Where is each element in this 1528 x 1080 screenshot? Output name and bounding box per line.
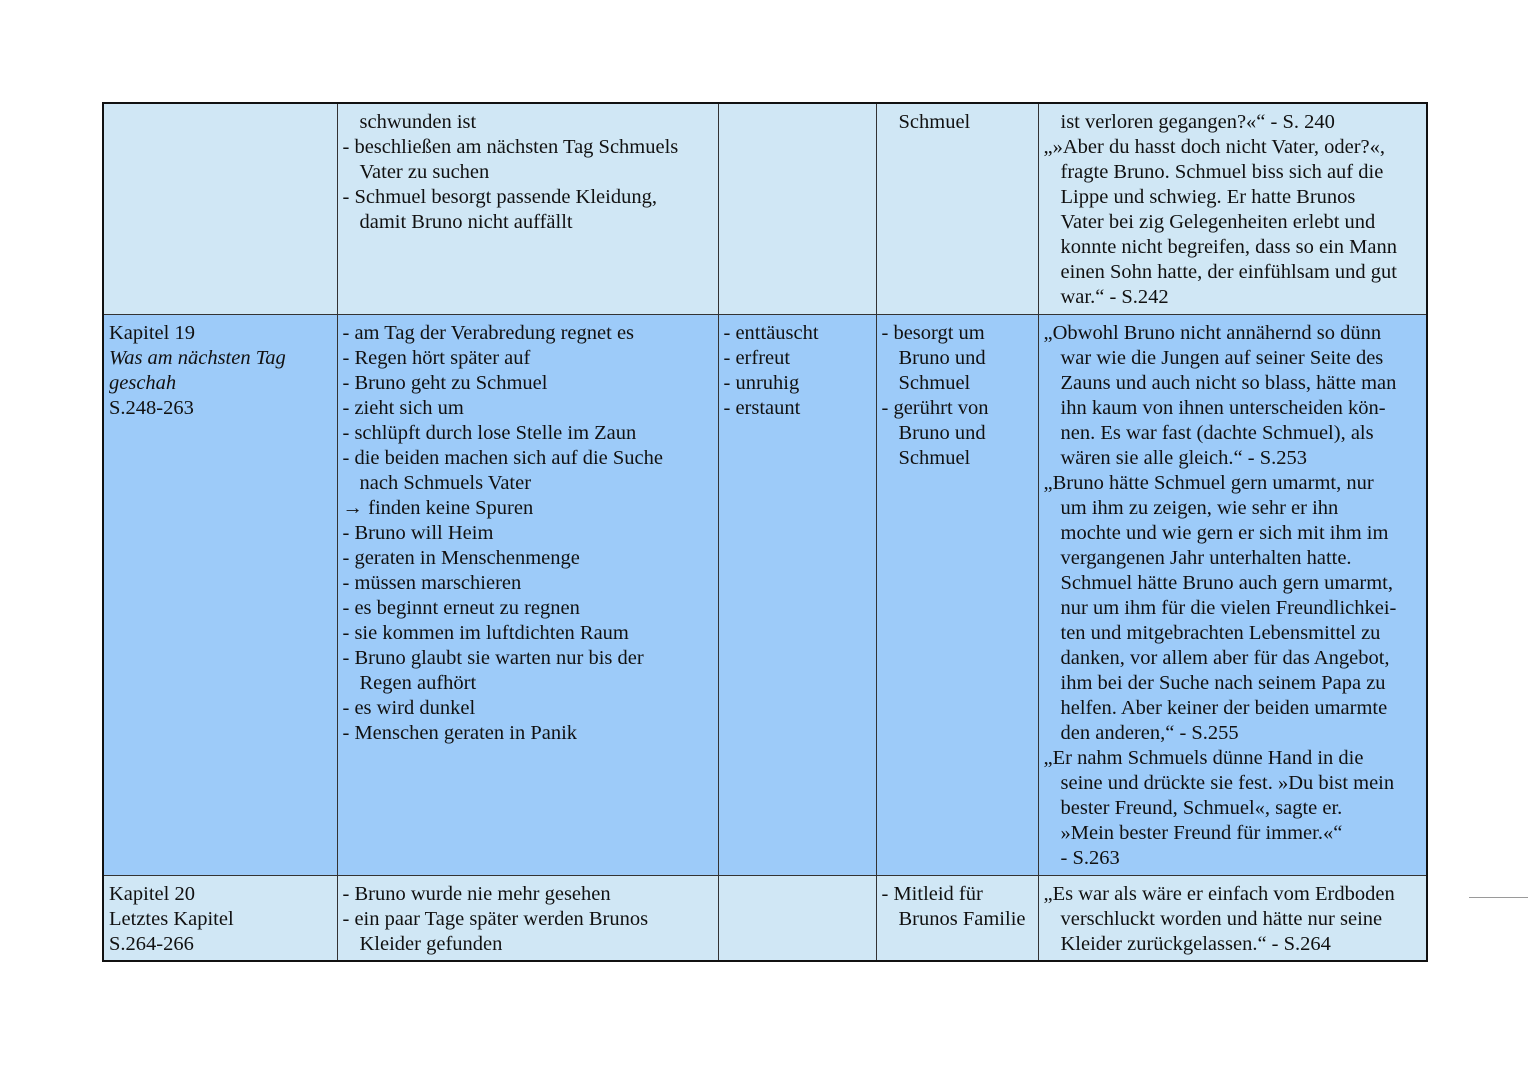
cell-text-line: helfen. Aber keiner der beiden umarmte [1060, 696, 1388, 719]
cell-text-line: Lippe und schwieg. Er hatte Brunos [1060, 186, 1356, 208]
cell-text-line: Bruno und [898, 421, 986, 444]
cell-events [337, 314, 718, 875]
cell-events [337, 875, 718, 961]
cell-text-line: fragte Bruno. Schmuel biss sich auf die [1060, 161, 1384, 183]
cell-text-line: Bruno und [898, 346, 986, 369]
cell-text-line: Schmuel [898, 371, 971, 394]
cell-text-line: S.248-263 [109, 396, 194, 419]
cell-text-line: - Bruno will Heim [342, 521, 494, 544]
cell-text-line: - Regen hört später auf [342, 346, 531, 369]
cell-text-line: nur um ihm für die vielen Freundlichkei- [1060, 596, 1397, 619]
cell-text-line: Regen aufhört [359, 671, 477, 694]
cell-text-line: ist verloren gegangen?«“ - S. 240 [1060, 111, 1335, 133]
cell-text-line: damit Bruno nicht auffällt [359, 211, 573, 233]
cell-text-line: Brunos Familie [898, 907, 1026, 930]
cell-feelings-schmuel [876, 103, 1038, 314]
cell-text-line: um ihm zu zeigen, wie sehr er ihn [1060, 496, 1339, 519]
margin-divider-line [1469, 897, 1528, 898]
cell-text-line: - beschließen am nächsten Tag Schmuels [342, 136, 679, 158]
cell-text-line: Schmuel [898, 111, 971, 133]
cell-text-line: danken, vor allem aber für das Angebot, [1060, 646, 1390, 669]
chapter-summary-table [102, 102, 1428, 962]
cell-text-line: - geraten in Menschenmenge [342, 546, 580, 569]
cell-text-line: wären sie alle gleich.“ - S.253 [1060, 446, 1307, 469]
cell-text-line: Zauns und auch nicht so blass, hätte man [1060, 371, 1397, 394]
table-row-chapter-20 [103, 875, 1427, 961]
cell-text-line: mochte und wie gern er sich mit ihm im [1060, 521, 1389, 544]
table-row-chapter-19 [103, 314, 1427, 875]
cell-text-line: Vater zu suchen [359, 161, 490, 183]
cell-text-line: verschluckt worden und hätte nur seine [1060, 907, 1383, 930]
cell-text-line: Kapitel 19 [109, 321, 195, 344]
cell-text-line: Vater bei zig Gelegenheiten erlebt und [1060, 211, 1376, 233]
cell-text-line: - unruhig [723, 371, 800, 394]
cell-text-line: - müssen marschieren [342, 571, 522, 594]
cell-events [337, 103, 718, 314]
cell-text-line: nen. Es war fast (dachte Schmuel), als [1060, 421, 1374, 444]
cell-text-line: nach Schmuels Vater [359, 471, 532, 494]
cell-text-line: - es beginnt erneut zu regnen [342, 596, 580, 619]
table-row-chapter-18-continued [103, 103, 1427, 314]
cell-text-line: - sie kommen im luftdichten Raum [342, 621, 629, 644]
cell-chapter [103, 103, 337, 314]
cell-text-line: ten und mitgebrachten Lebensmittel zu [1060, 621, 1381, 644]
cell-text-line: - Mitleid für [881, 882, 983, 905]
cell-text-line: ihm bei der Suche nach seinem Papa zu [1060, 671, 1386, 694]
cell-text-line: - erstaunt [723, 396, 801, 419]
cell-text-line: „Obwohl Bruno nicht annähernd so dünn [1043, 321, 1382, 344]
cell-text-line: Kleider zurückgelassen.“ - S.264 [1060, 932, 1331, 955]
cell-text-line: „Er nahm Schmuels dünne Hand in die [1043, 746, 1364, 769]
cell-text-line: „Es war als wäre er einfach vom Erdboden [1043, 882, 1395, 905]
cell-text-line: - besorgt um [881, 321, 985, 344]
cell-text-line: S.264-266 [109, 932, 194, 955]
cell-text-line: seine und drückte sie fest. »Du bist mein [1060, 771, 1395, 794]
cell-quotes [1038, 314, 1427, 875]
cell-text-line: ihn kaum von ihnen unterscheiden kön- [1060, 396, 1386, 419]
cell-text-line: „»Aber du hasst doch nicht Vater, oder?«, [1043, 136, 1386, 158]
cell-text-line: „Bruno hätte Schmuel gern umarmt, nur [1043, 471, 1374, 494]
cell-text-line: geschah [109, 371, 177, 394]
cell-text-line: - Bruno glaubt sie warten nur bis der [342, 646, 644, 669]
cell-feelings-schmuel [876, 314, 1038, 875]
cell-text-line: vergangenen Jahr unterhalten hatte. [1060, 546, 1352, 569]
cell-text-line: → finden keine Spuren [342, 496, 534, 519]
cell-text-line: - schlüpft durch lose Stelle im Zaun [342, 421, 637, 444]
cell-text-line: Kapitel 20 [109, 882, 195, 905]
cell-text-line: - zieht sich um [342, 396, 464, 419]
cell-text-line: war wie die Jungen auf seiner Seite des [1060, 346, 1384, 369]
cell-quotes [1038, 875, 1427, 961]
cell-text-line: Kleider gefunden [359, 932, 503, 955]
cell-text-line: - Menschen geraten in Panik [342, 721, 578, 744]
cell-feelings-bruno [718, 103, 876, 314]
cell-text-line: »Mein bester Freund für immer.«“ [1060, 821, 1343, 844]
cell-text-line: - Schmuel besorgt passende Kleidung, [342, 186, 657, 208]
cell-text-line: den anderen,“ - S.255 [1060, 721, 1239, 744]
cell-text-line: war.“ - S.242 [1060, 286, 1169, 308]
cell-text-line: - am Tag der Verabredung regnet es [342, 321, 635, 344]
cell-text-line: - es wird dunkel [342, 696, 476, 719]
cell-text-line: - S.263 [1060, 846, 1120, 869]
cell-text-line: Schmuel [898, 446, 971, 469]
cell-text-line: bester Freund, Schmuel«, sagte er. [1060, 796, 1343, 819]
cell-feelings-schmuel [876, 875, 1038, 961]
cell-text-line: - ein paar Tage später werden Brunos [342, 907, 649, 930]
cell-text-line: - die beiden machen sich auf die Suche [342, 446, 663, 469]
cell-text-line: schwunden ist [359, 111, 477, 133]
cell-feelings-bruno [718, 875, 876, 961]
cell-text-line: - erfreut [723, 346, 791, 369]
cell-text-line: - enttäuscht [723, 321, 819, 344]
cell-chapter [103, 314, 337, 875]
cell-text-line: Was am nächsten Tag [109, 346, 286, 369]
cell-text-line: Letztes Kapitel [109, 907, 234, 930]
cell-text-line: - gerührt von [881, 396, 989, 419]
cell-feelings-bruno [718, 314, 876, 875]
cell-text-line: einen Sohn hatte, der einfühlsam und gut [1060, 261, 1397, 283]
cell-chapter [103, 875, 337, 961]
cell-text-line: - Bruno wurde nie mehr gesehen [342, 882, 611, 905]
cell-text-line: konnte nicht begreifen, dass so ein Mann [1060, 236, 1397, 258]
cell-text-line: - Bruno geht zu Schmuel [342, 371, 548, 394]
cell-text-line: Schmuel hätte Bruno auch gern umarmt, [1060, 571, 1393, 594]
cell-quotes [1038, 103, 1427, 314]
